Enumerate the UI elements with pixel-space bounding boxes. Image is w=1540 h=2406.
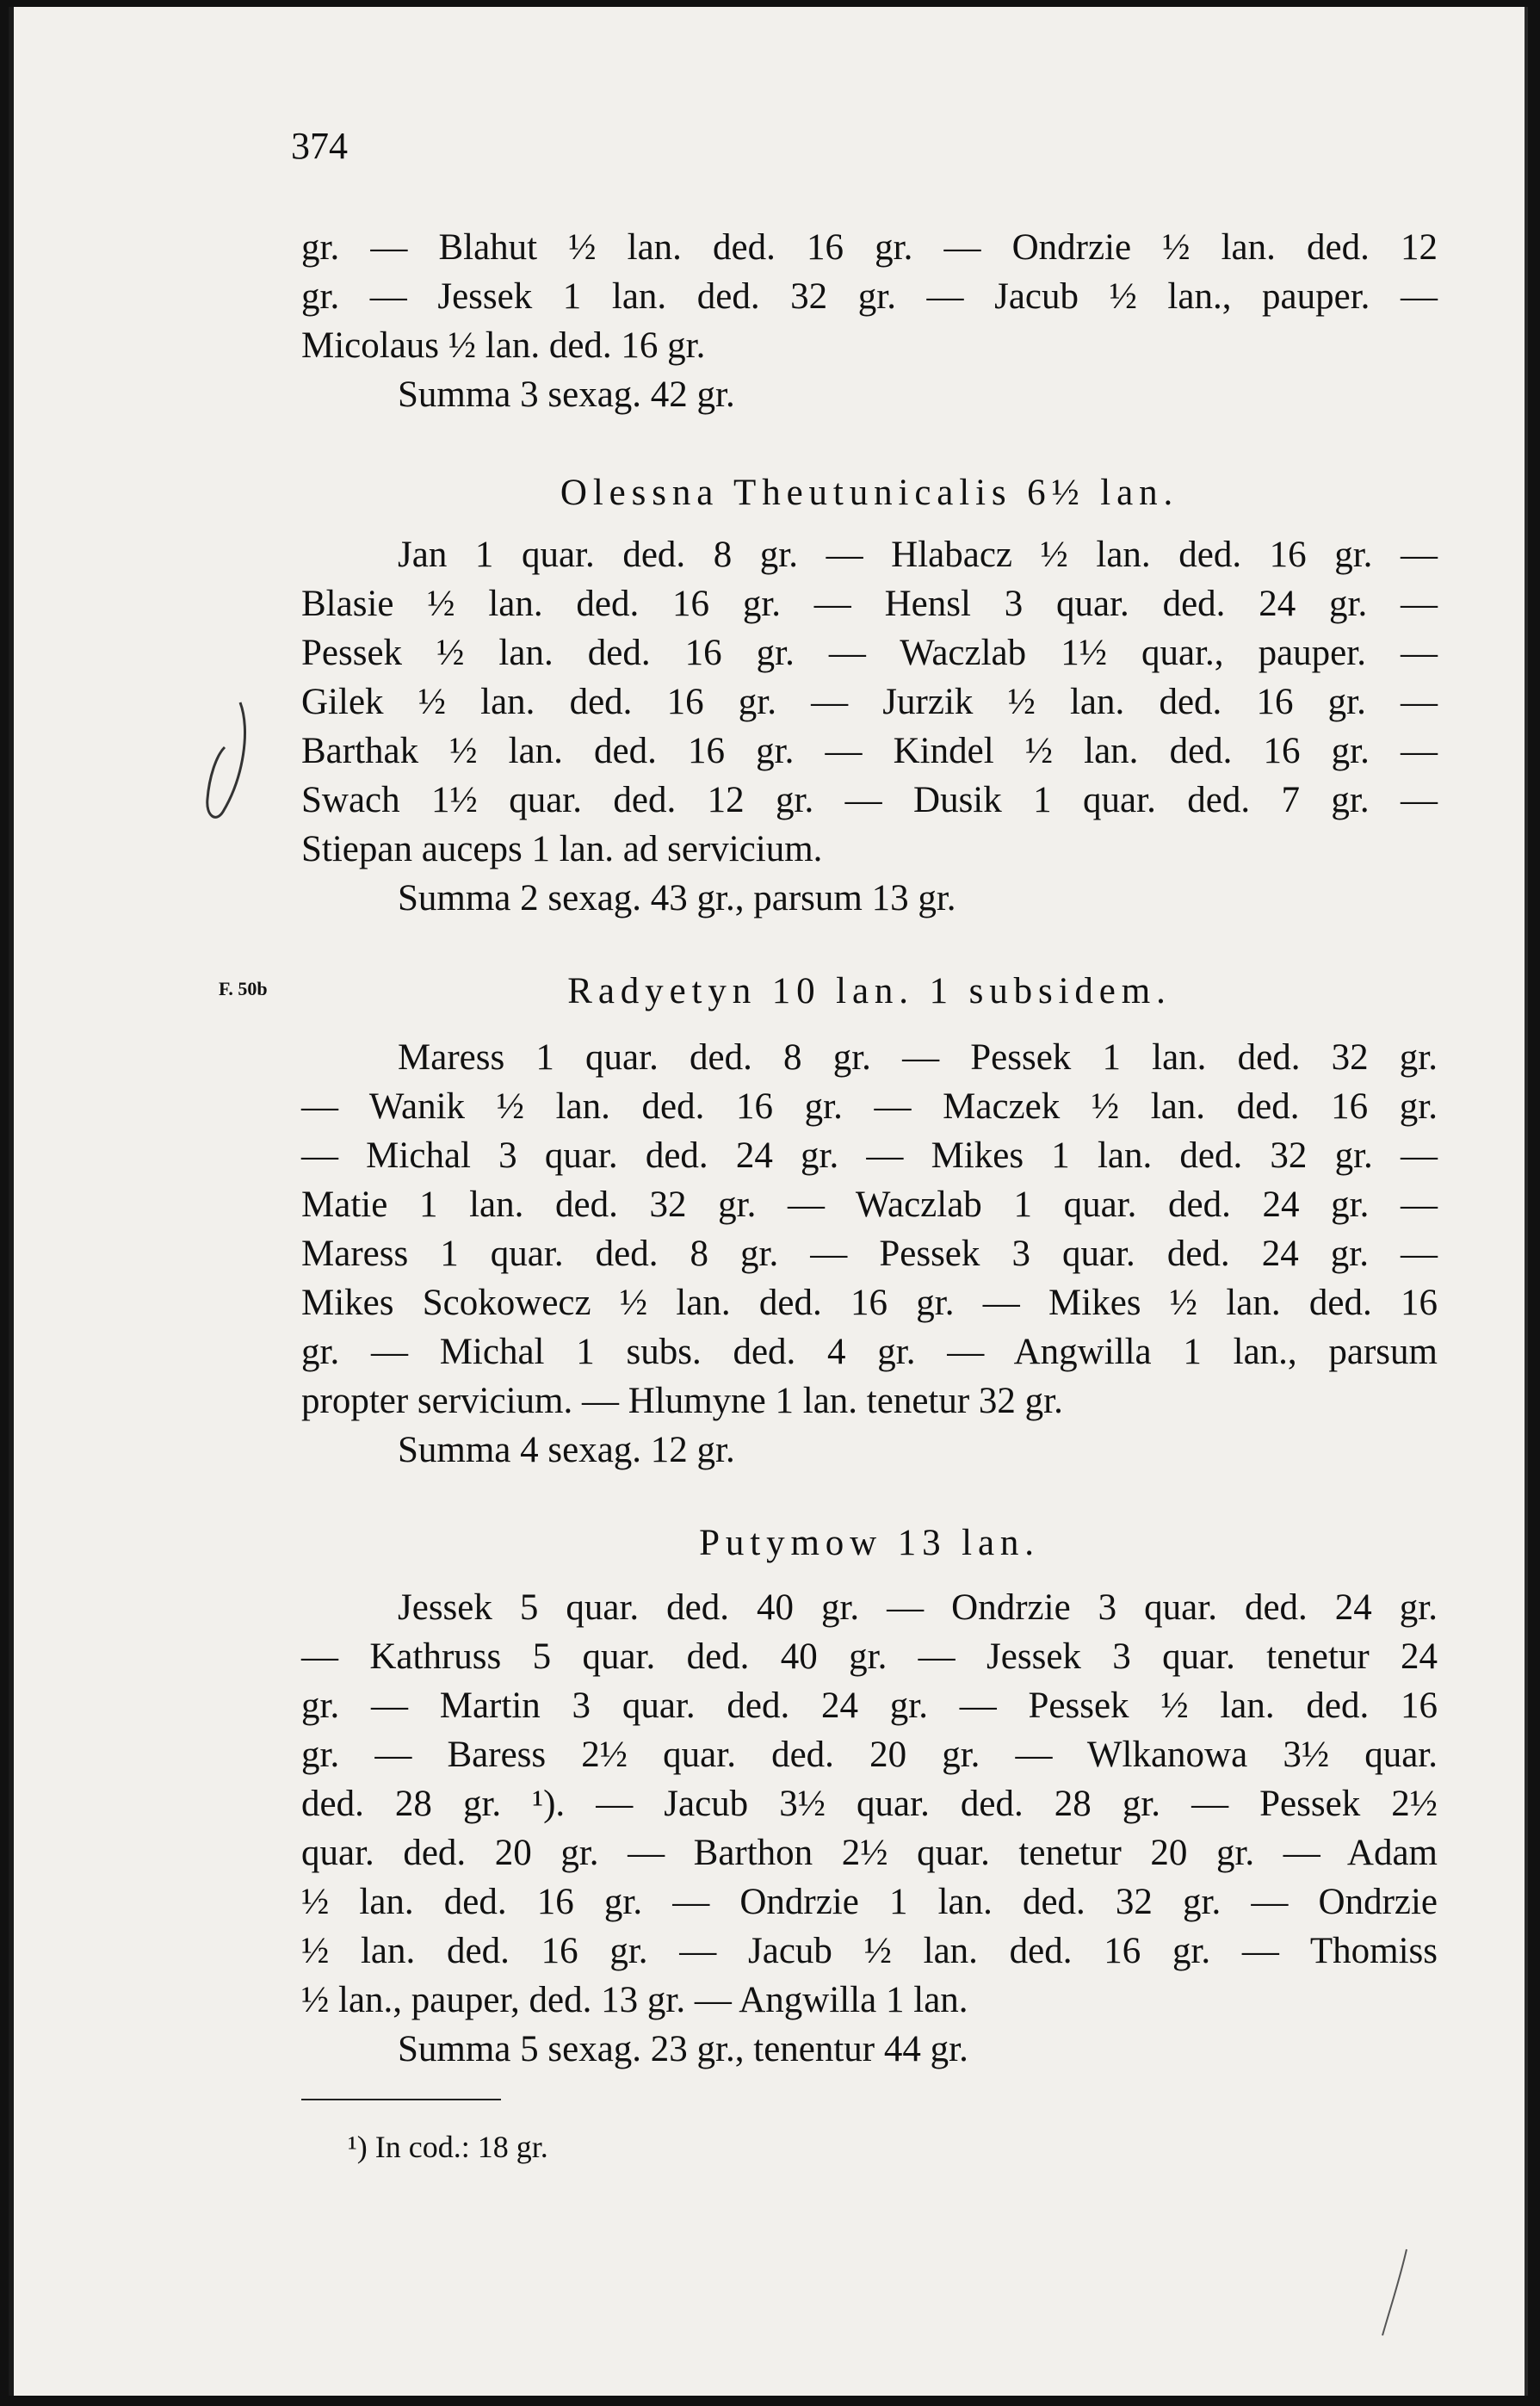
document-page [9,7,1528,2396]
text-line: ½ lan., pauper, ded. 13 gr. — Angwilla 1 lan. [301,1980,968,2020]
section-heading: Radyetyn 10 lan. 1 subsidem. [567,971,1172,1011]
section-heading: Putymow 13 lan. [699,1523,1040,1563]
text-line: Stiepan auceps 1 lan. ad servicium. [301,829,823,869]
text-line: Pessek ½ lan. ded. 16 gr. — Waczlab 1½ quar., pauper. — [301,633,1438,673]
text-line: Matie 1 lan. ded. 32 gr. — Waczlab 1 quar. ded. 24 gr. — [301,1184,1438,1225]
text-line: — Wanik ½ lan. ded. 16 gr. — Maczek ½ lan. ded. 16 gr. [301,1086,1438,1127]
text-line: Micolaus ½ lan. ded. 16 gr. [301,325,706,366]
summa-line: Summa 3 sexag. 42 gr. [398,374,735,415]
text-line: gr. — Jessek 1 lan. ded. 32 gr. — Jacub ½ lan., pauper. — [301,276,1438,317]
text-line: Maress 1 quar. ded. 8 gr. — Pessek 3 quar. ded. 24 gr. — [301,1234,1438,1274]
text-line: quar. ded. 20 gr. — Barthon 2½ quar. tenetur 20 gr. — Adam [301,1833,1438,1873]
text-line: gr. — Martin 3 quar. ded. 24 gr. — Pessek ½ lan. ded. 16 [301,1685,1438,1726]
text-line: ded. 28 gr. ¹). — Jacub 3½ quar. ded. 28 gr. — Pessek 2½ [301,1784,1438,1824]
text-line: ½ lan. ded. 16 gr. — Jacub ½ lan. ded. 16 gr. — Thomiss [301,1931,1438,1971]
summa-line: Summa 2 sexag. 43 gr., parsum 13 gr. [398,878,956,918]
text-line: — Kathruss 5 quar. ded. 40 gr. — Jessek 3 quar. tenetur 24 [301,1636,1438,1677]
summa-line: Summa 4 sexag. 12 gr. [398,1430,735,1470]
text-line: Swach 1½ quar. ded. 12 gr. — Dusik 1 quar. ded. 7 gr. — [301,780,1438,820]
margin-folio-reference: F. 50b [219,978,268,999]
section-heading: Olessna Theutunicalis 6½ lan. [560,473,1179,513]
text-line: gr. — Blahut ½ lan. ded. 16 gr. — Ondrzie ½ lan. ded. 12 [301,227,1438,268]
text-line: Mikes Scokowecz ½ lan. ded. 16 gr. — Mikes ½ lan. ded. 16 [301,1283,1438,1323]
footnote-divider [301,2099,501,2100]
text-line: propter servicium. — Hlumyne 1 lan. tenetur 32 gr. [301,1381,1063,1421]
text-line: Gilek ½ lan. ded. 16 gr. — Jurzik ½ lan. ded. 16 gr. — [301,682,1438,722]
text-line: gr. — Baress 2½ quar. ded. 20 gr. — Wlkanowa 3½ quar. [301,1735,1438,1775]
summa-line: Summa 5 sexag. 23 gr., tenentur 44 gr. [398,2029,968,2069]
pencil-mark-icon [190,696,259,825]
pencil-stroke-icon [1365,2245,1417,2340]
footnote: ¹) In cod.: 18 gr. [348,2130,548,2164]
text-line: gr. — Michal 1 subs. ded. 4 gr. — Angwilla 1 lan., parsum [301,1332,1438,1372]
page-number: 374 [291,125,348,167]
text-line: Jan 1 quar. ded. 8 gr. — Hlabacz ½ lan. ded. 16 gr. — [398,535,1438,575]
text-line: ½ lan. ded. 16 gr. — Ondrzie 1 lan. ded. 32 gr. — Ondrzie [301,1882,1438,1922]
text-line: Blasie ½ lan. ded. 16 gr. — Hensl 3 quar. ded. 24 gr. — [301,584,1438,624]
text-line: Barthak ½ lan. ded. 16 gr. — Kindel ½ lan. ded. 16 gr. — [301,731,1438,771]
text-line: — Michal 3 quar. ded. 24 gr. — Mikes 1 lan. ded. 32 gr. — [301,1135,1438,1176]
text-line: Jessek 5 quar. ded. 40 gr. — Ondrzie 3 quar. ded. 24 gr. [398,1587,1438,1628]
text-line: Maress 1 quar. ded. 8 gr. — Pessek 1 lan. ded. 32 gr. [398,1037,1438,1078]
